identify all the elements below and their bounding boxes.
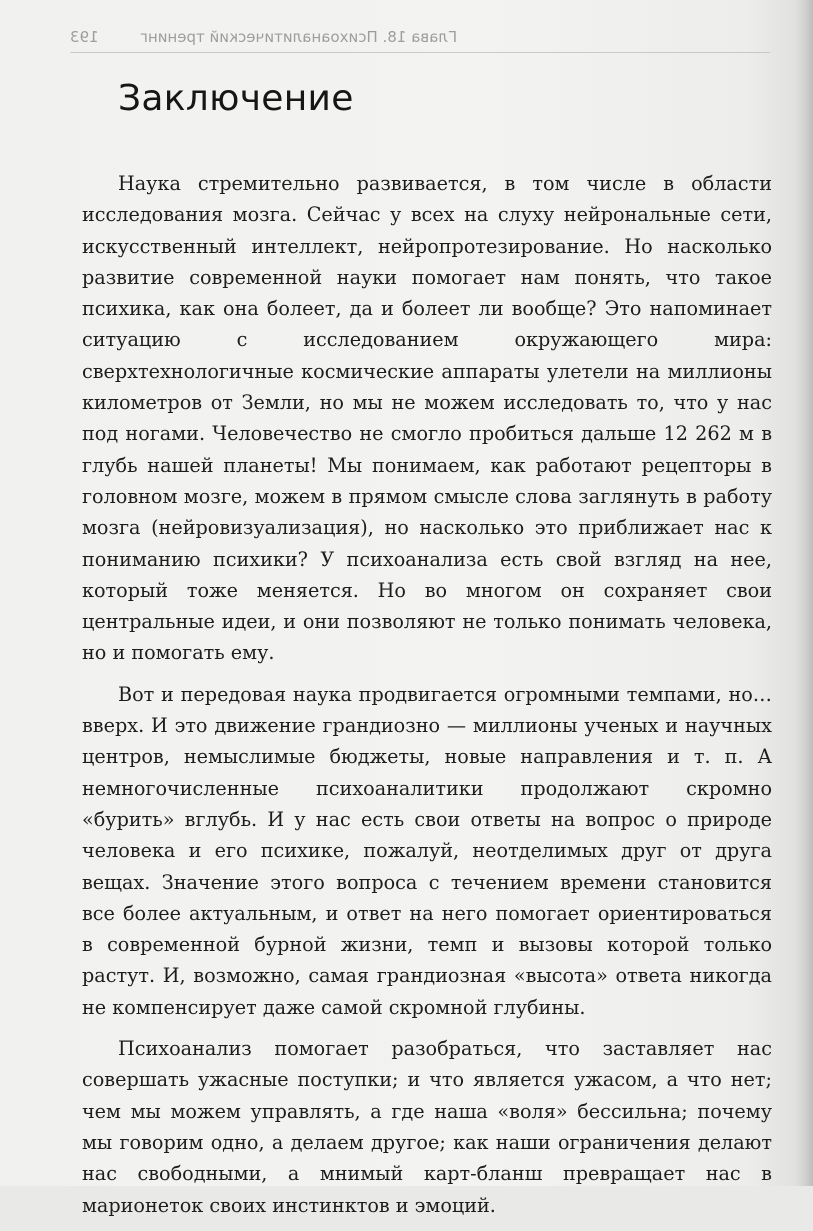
chapter-title: Глава 18. Психоаналитический тренинг [140, 28, 458, 46]
page-number: 193 [70, 28, 99, 46]
paragraph-1: Наука стремительно развивается, в том числе в области исследования мозга. Сейчас у всех на слуху нейрональные сети, искусственный интеллект, нейропротезирование. Но насколько развитие современной науки помогает нам понять, что такое психика, как она болеет, да и болеет ли вообще? Это напоминает ситуацию с исследованием окружающего мира: сверхтехнологичные космические аппараты улетели на миллионы километров от Земли, но мы не можем исследовать то, что у нас под ногами. Человечество не смогло пробиться дальше 12 262 м в глубь нашей планеты! Мы понимаем, как работают рецепторы в головном мозге, можем в прямом смысле слова заглянуть в работу мозга (нейровизуализация), но насколько это приближает нас к пониманию психики? У психоанализа есть свой взгляд на нее, который тоже меняется. Но во многом он сохраняет свои центральные идеи, и они позволяют не только понимать человека, но и помогать ему. [82, 172, 772, 665]
header-rule [70, 52, 770, 53]
paragraph-2: Вот и передовая наука продвигается огромными темпами, но… вверх. И это движение грандиозно — миллионы ученых и научных центров, немыслимые бюджеты, новые направления и т. п. А немногочисленные психоаналитики продолжают скромно «бурить» вглубь. И у нас есть свои ответы на вопрос о природе человека и его психике, пожалуй, неотделимых друг от друга вещах. Значение этого вопроса с течением времени становится все более актуальным, и ответ на него помогает ориентироваться в современной бурной жизни, темп и вызовы которой только растут. И, возможно, самая грандиозная «высота» ответа никогда не компенсирует даже самой скромной глубины. [82, 682, 772, 1019]
body-text [82, 168, 772, 1231]
page-edge-shadow [795, 0, 813, 1186]
running-head-bleedthrough [70, 28, 770, 48]
paragraph-3: Психоанализ помогает разобраться, что заставляет нас совершать ужасные поступки; и что является ужасом, а что нет; чем мы можем управлять, а где наша «воля» бессильна; почему мы говорим одно, а делаем другое; как наши ограничения делают нас свободными, а мнимый карт-бланш превращает нас в марионеток своих инстинктов и эмоций. [82, 1037, 772, 1217]
section-heading: Заключение [118, 78, 354, 119]
